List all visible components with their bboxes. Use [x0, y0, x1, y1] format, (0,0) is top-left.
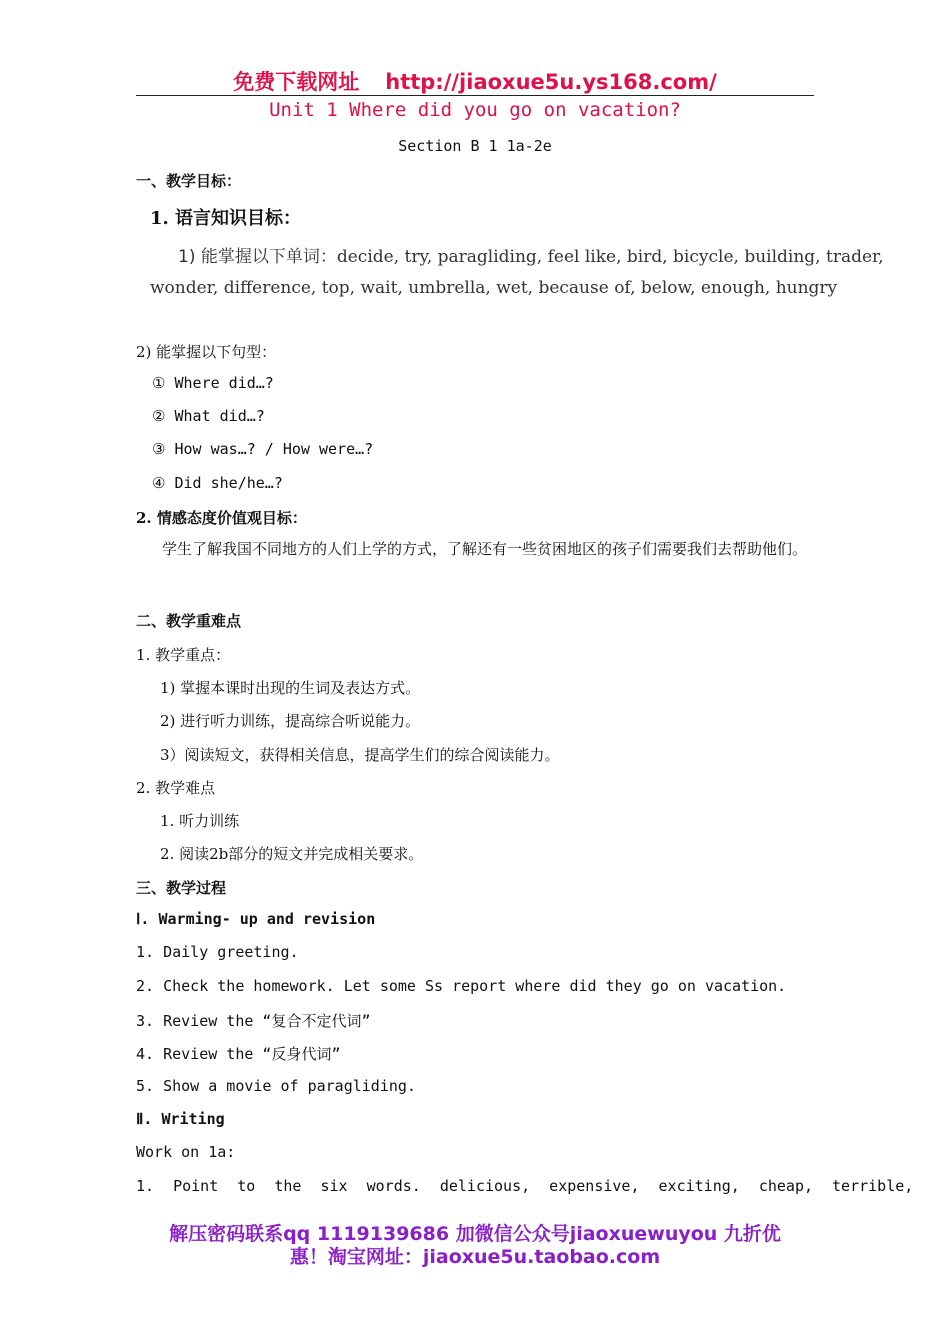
difficult-item: 2. 阅读2b部分的短文并完成相关要求。	[160, 845, 424, 863]
point-item: 1. Point to the six words. delicious, expensive, exciting, cheap, terrible,	[136, 1177, 914, 1195]
site-header	[0, 66, 950, 96]
free-download-label: 免费下载网址	[233, 70, 360, 94]
words-label: 1) 能掌握以下单词：	[178, 247, 337, 267]
knowledge-heading: 1. 语言知识目标：	[150, 208, 302, 229]
sentence-item: ④ Did she/he…?	[152, 474, 283, 492]
difficult-item: 1. 听力训练	[160, 812, 240, 830]
footer-line-1: 解压密码联系qq 1119139686 加微信公众号jiaoxuewuyou 九折优	[169, 1223, 781, 1245]
process-heading: 三、教学过程	[136, 879, 227, 897]
attitude-paragraph: 学生了解我国不同地方的人们上学的方式，了解还有一些贫困地区的孩子们需要我们去帮助他们。	[162, 540, 808, 558]
work-on-label: Work on 1a:	[136, 1143, 236, 1161]
key-points-heading: 二、教学重难点	[136, 612, 242, 630]
footer-line-2: 惠！淘宝网址：jiaoxue5u.taobao.com	[289, 1246, 661, 1268]
words-line-1	[178, 242, 884, 267]
step2-heading: Ⅱ. Writing	[136, 1110, 225, 1128]
header-divider	[136, 95, 814, 96]
difficult-label: 2. 教学难点	[136, 779, 216, 797]
sentences-label: 2) 能掌握以下句型：	[136, 343, 277, 361]
step-item: 4. Review the “反身代词”	[136, 1045, 341, 1063]
site-url-link[interactable]: http://jiaoxue5u.ys168.com/	[385, 70, 717, 94]
step-item: 3. Review the “复合不定代词”	[136, 1012, 371, 1030]
step1-heading: Ⅰ. Warming- up and revision	[136, 910, 376, 928]
step-item: 5. Show a movie of paragliding.	[136, 1077, 416, 1095]
words-list-1: decide, try, paragliding, feel like, bird, bicycle, building, trader,	[336, 247, 884, 267]
step-item: 1. Daily greeting.	[136, 943, 299, 961]
key-item: 2) 进行听力训练，提高综合听说能力。	[160, 712, 421, 730]
key-item: 3）阅读短文，获得相关信息，提高学生们的综合阅读能力。	[160, 746, 560, 764]
words-list-2: wonder, difference, top, wait, umbrella, wet, because of, below, enough, hungry	[150, 278, 838, 298]
attitude-heading: 2. 情感态度价值观目标：	[136, 509, 307, 527]
sentence-item: ③ How was…? / How were…?	[152, 440, 374, 458]
step-item: 2. Check the homework. Let some Ss report where did they go on vacation.	[136, 977, 787, 995]
objectives-heading: 一、教学目标：	[136, 172, 242, 190]
sentence-item: ① Where did…?	[152, 374, 274, 392]
key-item: 1) 掌握本课时出现的生词及表达方式。	[160, 679, 421, 697]
key-label: 1. 教学重点：	[136, 646, 231, 664]
page-title: Unit 1 Where did you go on vacation?	[269, 99, 681, 121]
section-subtitle: Section B 1 1a-2e	[398, 137, 552, 155]
sentence-item: ② What did…?	[152, 407, 265, 425]
